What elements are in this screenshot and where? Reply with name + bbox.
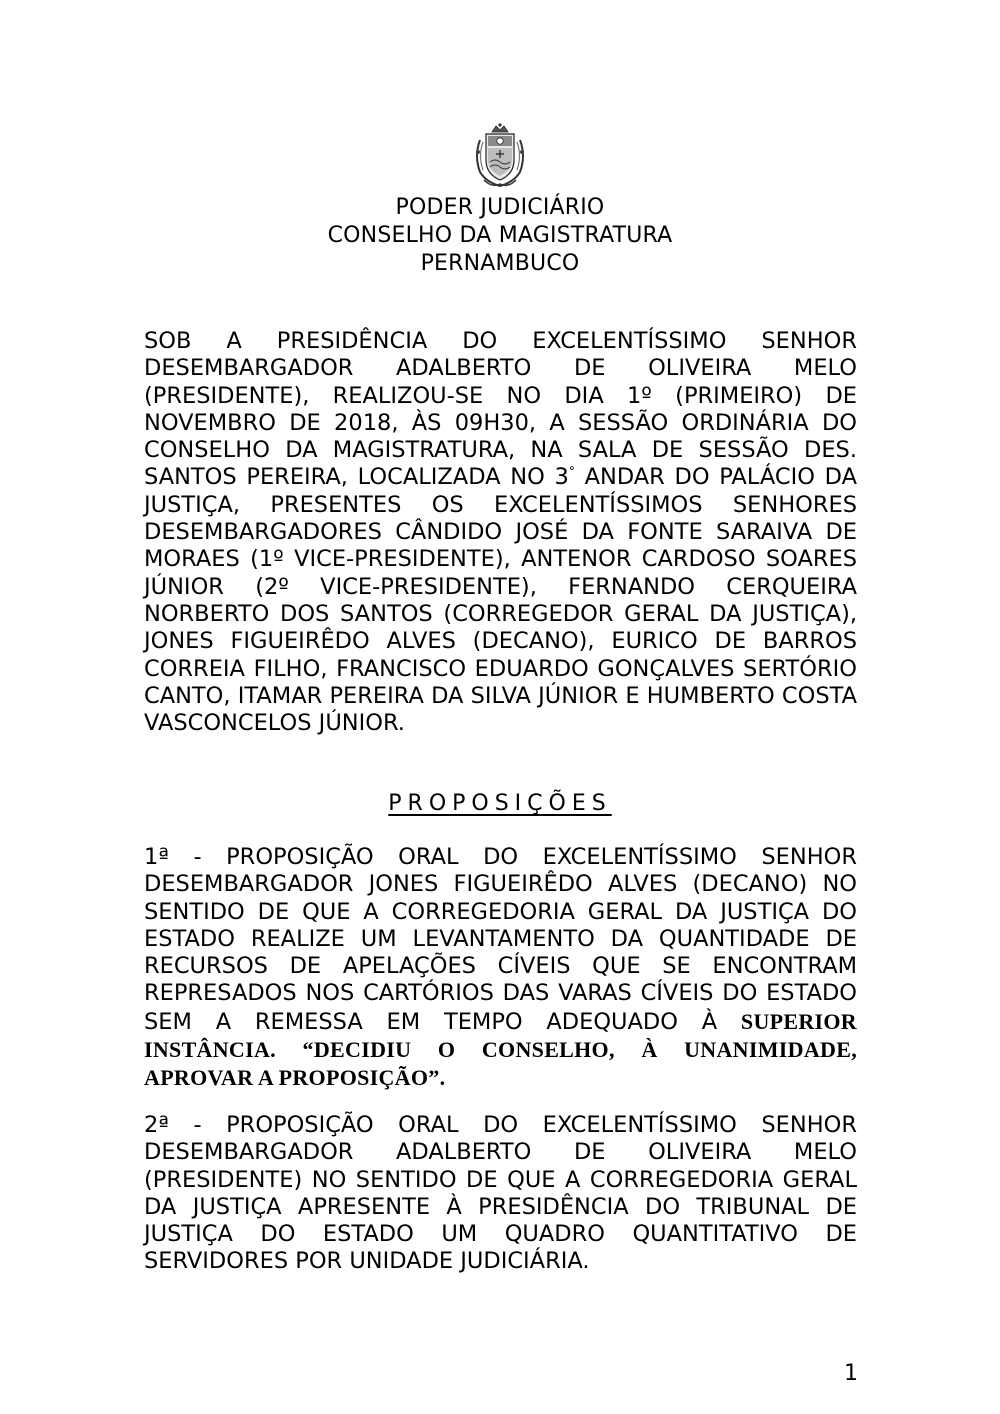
section-title-propositions: PROPOSIÇÕES — [388, 791, 612, 816]
coat-of-arms-icon — [470, 122, 530, 190]
opening-text-part2: ANDAR DO PALÁCIO DA JUSTIÇA, PRESENTES OS EXCELENTÍSSIMOS SENHORES DESEMBARGADORES CÂNDIDO JOSÉ DA FONTE SARAIVA DE MORAES (1º VICE-PRESIDENTE), ANTENOR CARDOSO SOARES JÚNIOR (2º VICE-PRESIDENTE), FERNANDO CERQUEIRA NORBERTO DOS SANTOS (CORREGEDOR GERAL DA JUSTIÇA), JONES FIGUEIRÊDO ALVES (DECANO), EURICO DE BARROS CORREIA FILHO, FRANCISCO EDUARDO GONÇALVES SERTÓRIO CANTO, ITAMAR PEREIRA DA SILVA JÚNIOR E HUMBERTO COSTA VASCONCELOS JÚNIOR. — [144, 464, 857, 737]
opening-paragraph — [144, 328, 857, 737]
header-line-state: PERNAMBUCO — [420, 251, 580, 276]
header-line-judiciary: PODER JUDICIÁRIO — [395, 195, 605, 220]
proposition-1-decision: SUPERIOR INSTÂNCIA. “DECIDIU O CONSELHO, À UNANIMIDADE, APROVAR A PROPOSIÇÃO”. — [144, 1008, 857, 1091]
proposition-1 — [144, 844, 857, 1093]
document-header — [0, 194, 1000, 278]
opening-text-part1: SOB A PRESIDÊNCIA DO EXCELENTÍSSIMO SENHOR DESEMBARGADOR ADALBERTO DE OLIVEIRA MELO (PRESIDENTE), REALIZOU-SE NO DIA 1º (PRIMEIRO) DE NOVEMBRO DE 2018, ÀS 09H30, A SESSÃO ORDINÁRIA DO CONSELHO DA MAGISTRATURA, NA SALA DE SESSÃO DES. SANTOS PEREIRA, LOCALIZADA NO 3 — [144, 328, 857, 491]
proposition-2-text: 2ª - PROPOSIÇÃO ORAL DO EXCELENTÍSSIMO SENHOR DESEMBARGADOR ADALBERTO DE OLIVEIRA MELO (PRESIDENTE) NO SENTIDO DE QUE A CORREGEDORIA GERAL DA JUSTIÇA APRESENTE À PRESIDÊNCIA DO TRIBUNAL DE JUSTIÇA DO ESTADO UM QUADRO QUANTITATIVO DE SERVIDORES POR UNIDADE JUDICIÁRIA. — [144, 1112, 857, 1275]
proposition-2 — [144, 1112, 857, 1276]
header-line-council: CONSELHO DA MAGISTRATURA — [327, 223, 673, 248]
floor-ordinal-mark: ° — [568, 464, 575, 479]
page-number: 1 — [844, 1361, 858, 1386]
proposition-1-text: 1ª - PROPOSIÇÃO ORAL DO EXCELENTÍSSIMO SENHOR DESEMBARGADOR JONES FIGUEIRÊDO ALVES (DECANO) NO SENTIDO DE QUE A CORREGEDORIA GERAL DA JUSTIÇA DO ESTADO REALIZE UM LEVANTAMENTO DA QUANTIDADE DE RECURSOS DE APELAÇÕES CÍVEIS QUE SE ENCONTRAM REPRESADOS NOS CARTÓRIOS DAS VARAS CÍVEIS DO ESTADO SEM A REMESSA EM TEMPO ADEQUADO À — [144, 844, 857, 1035]
